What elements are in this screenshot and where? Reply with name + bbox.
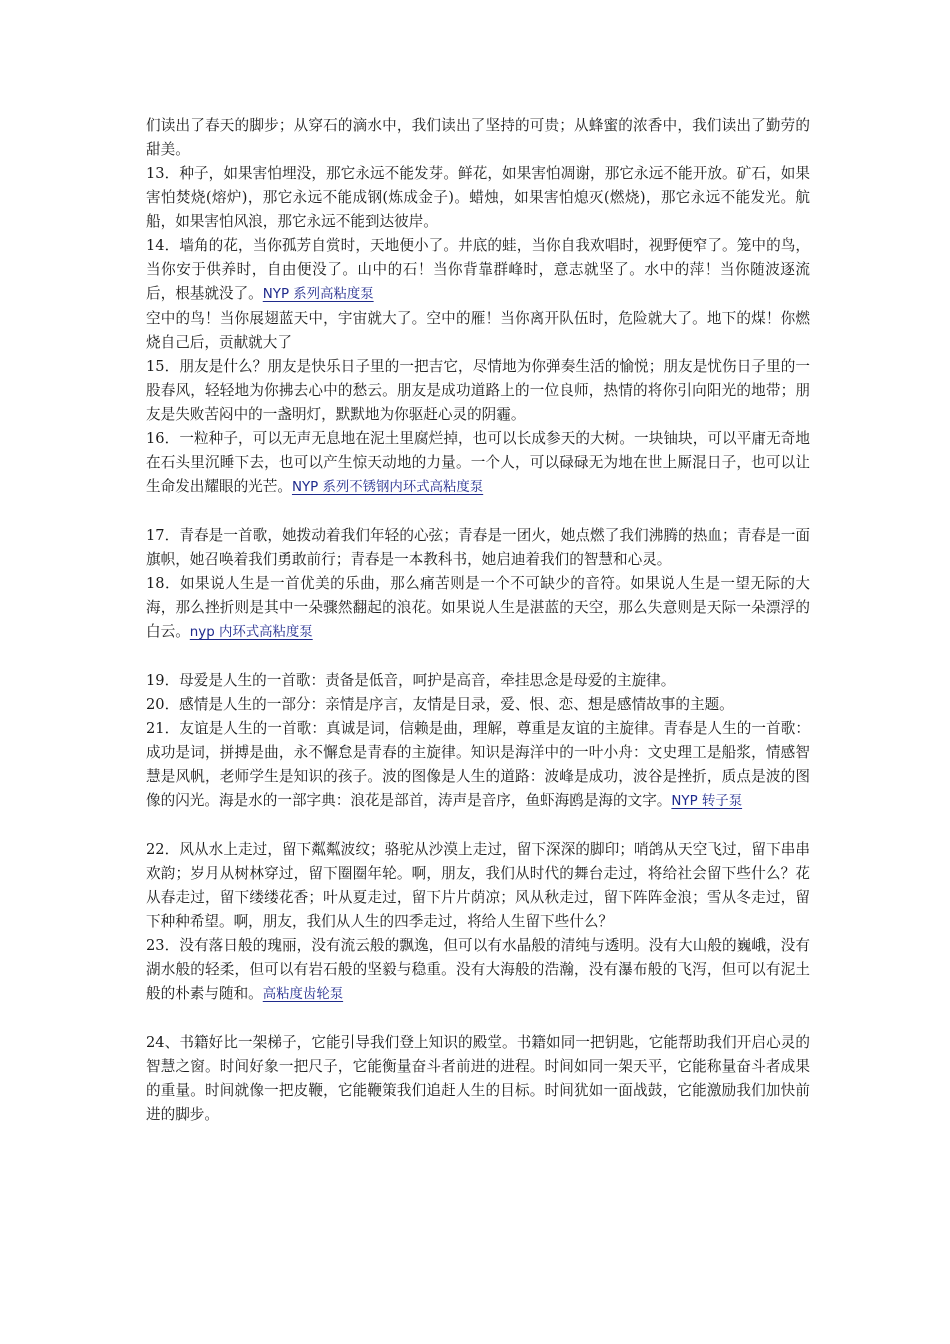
paragraph-text: 17．青春是一首歌，她拨动着我们年轻的心弦；青春是一团火，她点燃了我们沸腾的热血；青春是一面旗帜，她召唤着我们勇敢前行；青春是一本教科书，她启迪着我们的智慧和心灵。	[146, 527, 810, 568]
paragraph	[146, 572, 810, 645]
paragraph	[146, 114, 810, 162]
product-link-nyp-inner-ring[interactable]: nyp 内环式高粘度泵	[189, 625, 313, 640]
paragraph	[146, 934, 810, 1007]
paragraph	[146, 234, 810, 307]
product-link-gear-pump[interactable]: 高粘度齿轮泵	[262, 987, 344, 1002]
blank-line	[146, 500, 810, 524]
paragraph-text: 空中的鸟！当你展翅蓝天中，宇宙就大了。空中的雁！当你离开队伍时，危险就大了。地下的煤！你燃烧自己后，贡献就大了	[146, 310, 810, 351]
product-link-nyp-series[interactable]: NYP 系列高粘度泵	[262, 287, 374, 302]
paragraph	[146, 162, 810, 234]
blank-line	[146, 1007, 810, 1031]
paragraph-text: 们读出了春天的脚步；从穿石的滴水中，我们读出了坚持的可贵；从蜂蜜的浓香中，我们读出了勤劳的甜美。	[146, 117, 810, 158]
document-body	[146, 114, 810, 1127]
paragraph	[146, 355, 810, 427]
product-link-nyp-rotor[interactable]: NYP 转子泵	[671, 794, 743, 809]
paragraph-text: 24、书籍好比一架梯子，它能引导我们登上知识的殿堂。书籍如同一把钥匙，它能帮助我们开启心灵的智慧之窗。时间好象一把尺子，它能衡量奋斗者前进的进程。时间如同一架天平，它能称量奋斗者成果的重量。时间就像一把皮鞭，它能鞭策我们追赶人生的目标。时间犹如一面战鼓，它能激励我们加快前进的脚步。	[146, 1034, 810, 1123]
paragraph	[146, 307, 810, 355]
blank-line	[146, 645, 810, 669]
paragraph-text: 16．一粒种子，可以无声无息地在泥土里腐烂掉，也可以长成参天的大树。一块铀块，可以平庸无奇地在石头里沉睡下去，也可以产生惊天动地的力量。一个人，可以碌碌无为地在世上厮混日子，也可以让生命发出耀眼的光芒。	[146, 430, 810, 495]
paragraph-text: 22．风从水上走过，留下粼粼波纹；骆驼从沙漠上走过，留下深深的脚印；哨鸽从天空飞过，留下串串欢韵；岁月从树林穿过，留下圈圈年轮。啊，朋友，我们从时代的舞台走过，将给社会留下些什么？花从春走过，留下缕缕花香；叶从夏走过，留下片片荫凉；风从秋走过，留下阵阵金浪；雪从冬走过，留下种种希望。啊，朋友，我们从人生的四季走过，将给人生留下些什么？	[146, 841, 810, 930]
paragraph-text: 15．朋友是什么？朋友是快乐日子里的一把吉它，尽情地为你弹奏生活的愉悦；朋友是忧伤日子里的一股春风，轻轻地为你拂去心中的愁云。朋友是成功道路上的一位良师，热情的将你引向阳光的地带；朋友是失败苦闷中的一盏明灯，默默地为你驱赶心灵的阴霾。	[146, 358, 810, 423]
paragraph-text: 21．友谊是人生的一首歌：真诚是词，信赖是曲，理解，尊重是友谊的主旋律。青春是人生的一首歌：成功是词，拼搏是曲，永不懈怠是青春的主旋律。知识是海洋中的一叶小舟：文史理工是船浆，情感智慧是风帆，老师学生是知识的孩子。波的图像是人生的道路：波峰是成功，波谷是挫折，质点是波的图像的闪光。海是水的一部字典：浪花是部首，涛声是音序，鱼虾海鸥是海的文字。	[146, 720, 810, 809]
paragraph	[146, 717, 810, 814]
paragraph-text: 13．种子，如果害怕埋没，那它永远不能发芽。鲜花，如果害怕凋谢，那它永远不能开放。矿石，如果害怕焚烧(熔炉)，那它永远不能成钢(炼成金子)。蜡烛，如果害怕熄灭(燃烧)，那它永远不能发光。航船，如果害怕风浪，那它永远不能到达彼岸。	[146, 165, 810, 230]
paragraph	[146, 524, 810, 572]
paragraph	[146, 838, 810, 934]
blank-line	[146, 814, 810, 838]
paragraph	[146, 669, 810, 693]
paragraph	[146, 693, 810, 717]
paragraph-text: 18．如果说人生是一首优美的乐曲，那么痛苦则是一个不可缺少的音符。如果说人生是一望无际的大海，那么挫折则是其中一朵骤然翻起的浪花。如果说人生是湛蓝的天空，那么失意则是天际一朵漂浮的白云。	[146, 575, 810, 640]
paragraph-text: 14．墙角的花，当你孤芳自赏时，天地便小了。井底的蛙，当你自我欢唱时，视野便窄了。笼中的鸟，当你安于供养时，自由便没了。山中的石！当你背靠群峰时，意志就坚了。水中的萍！当你随波逐流后，根基就没了。	[146, 237, 810, 302]
paragraph-text: 19．母爱是人生的一首歌：责备是低音，呵护是高音，牵挂思念是母爱的主旋律。	[146, 672, 676, 689]
paragraph-text: 20．感情是人生的一部分：亲情是序言，友情是目录，爱、恨、恋、想是感情故事的主题。	[146, 696, 734, 713]
product-link-nyp-stainless[interactable]: NYP 系列不锈钢内环式高粘度泵	[291, 480, 484, 495]
paragraph-text: 23．没有落日般的瑰丽，没有流云般的飘逸，但可以有水晶般的清纯与透明。没有大山般的巍峨，没有湖水般的轻柔，但可以有岩石般的坚毅与稳重。没有大海般的浩瀚，没有瀑布般的飞泻，但可以有泥土般的朴素与随和。	[146, 937, 810, 1002]
paragraph	[146, 427, 810, 500]
paragraph	[146, 1031, 810, 1127]
